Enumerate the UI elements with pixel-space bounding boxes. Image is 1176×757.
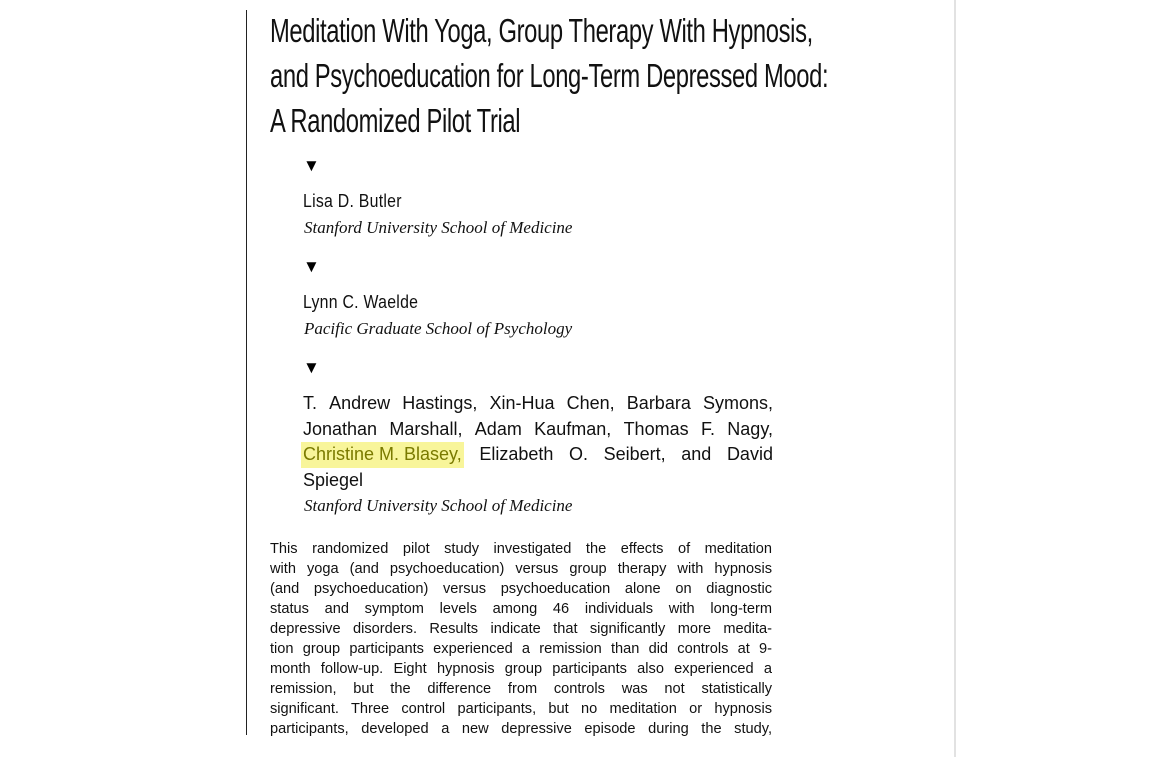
abstract-line: remission, but the difference from controls was not statistically xyxy=(270,681,772,697)
author-affiliation: Stanford University School of Medicine xyxy=(304,496,573,515)
abstract-line: participants, developed a new depressive episode during the study, xyxy=(270,721,772,737)
author-affiliation: Stanford University School of Medicine xyxy=(304,218,573,237)
triangle-marker-icon: ▼ xyxy=(303,156,320,175)
paper-title xyxy=(270,8,829,143)
abstract-line: (and psychoeducation) versus psychoeducation alone on diagnostic xyxy=(270,581,772,597)
co-authors-block xyxy=(303,391,773,493)
title-line: Meditation With Yoga, Group Therapy With Hypnosis, xyxy=(270,12,813,49)
abstract-line: tion group participants experienced a remission than did controls at 9- xyxy=(270,641,772,657)
abstract-line: This randomized pilot study investigated the effects of meditation xyxy=(270,541,772,557)
abstract-line: significant. Three control participants, but no meditation or hypnosis xyxy=(270,701,772,717)
title-line: and Psychoeducation for Long-Term Depressed Mood: xyxy=(270,57,829,94)
co-authors-row: Spiegel xyxy=(303,469,364,490)
highlighted-author[interactable]: Christine M. Blasey, xyxy=(301,442,464,468)
page-right-edge xyxy=(954,0,956,757)
co-authors-row: T. Andrew Hastings, Xin-Hua Chen, Barbara Symons, xyxy=(303,393,773,413)
author-name: Lynn C. Waelde xyxy=(303,292,419,312)
abstract xyxy=(270,539,772,739)
triangle-marker-icon: ▼ xyxy=(303,257,320,276)
title-line: A Randomized Pilot Trial xyxy=(270,102,521,139)
abstract-line: month follow-up. Eight hypnosis group participants also experienced a xyxy=(270,661,772,677)
author-name: Lisa D. Butler xyxy=(303,191,402,211)
page-left-rule xyxy=(246,10,247,735)
triangle-marker-icon: ▼ xyxy=(303,358,320,377)
co-authors-row: Jonathan Marshall, Adam Kaufman, Thomas F. Nagy, xyxy=(303,418,773,439)
abstract-line: status and symptom levels among 46 individuals with long-term xyxy=(270,601,772,617)
author-affiliation: Pacific Graduate School of Psychology xyxy=(304,319,573,338)
abstract-line: depressive disorders. Results indicate that significantly more medita- xyxy=(270,621,772,637)
co-authors-row: Christine M. Blasey, Elizabeth O. Seibert, and David xyxy=(303,442,773,468)
abstract-line: with yoga (and psychoeducation) versus group therapy with hypnosis xyxy=(270,561,772,577)
